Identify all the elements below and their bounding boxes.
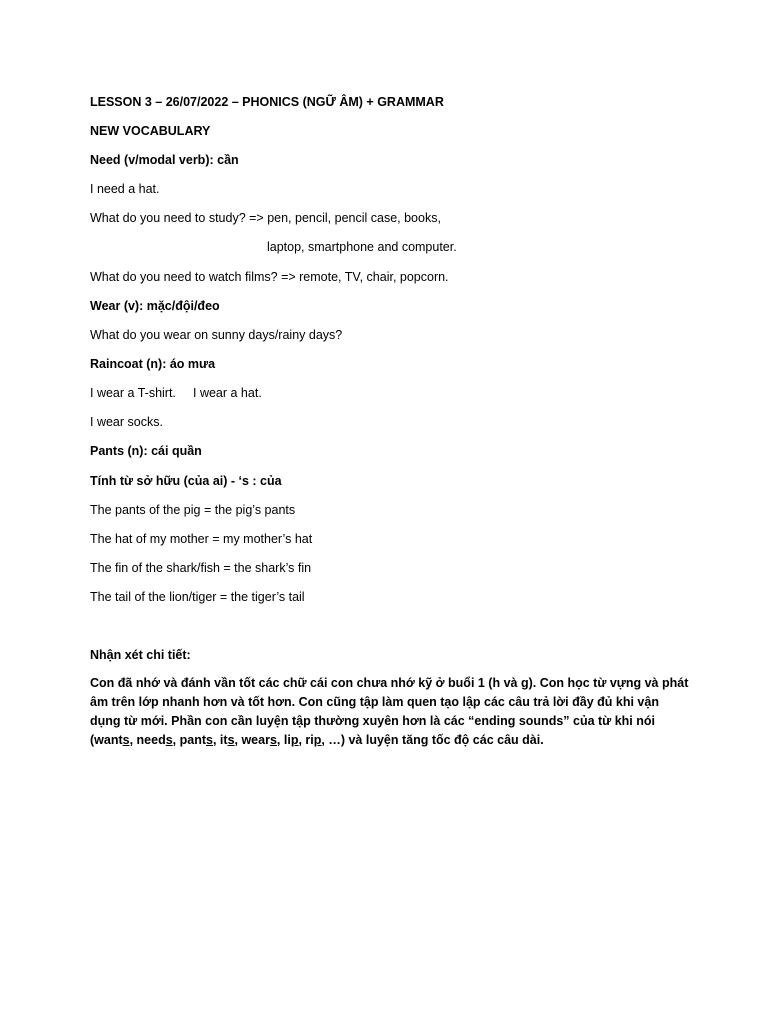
comments-text: , li bbox=[276, 733, 291, 747]
comments-heading: Nhận xét chi tiết: bbox=[90, 648, 191, 662]
ending-sound-underline: s bbox=[165, 733, 173, 747]
ending-sound-underline: s bbox=[122, 733, 130, 747]
possessive-example-pig: The pants of the pig = the pig’s pants bbox=[90, 503, 296, 517]
comments-paragraph bbox=[90, 674, 690, 750]
wear-example-hat: I wear a hat. bbox=[193, 386, 262, 400]
comments-text: , it bbox=[212, 733, 228, 747]
possessive-example-mother: The hat of my mother = my mother’s hat bbox=[90, 532, 313, 546]
possessive-example-shark: The fin of the shark/fish = the shark’s fin bbox=[90, 561, 312, 575]
comments-text: , ri bbox=[298, 733, 314, 747]
possessive-definition: Tính từ sở hữu (của ai) - ‘s : của bbox=[90, 474, 282, 488]
ending-sound-underline: s bbox=[227, 733, 235, 747]
need-question-study: What do you need to study? => pen, pencil, pencil case, books, bbox=[90, 211, 441, 225]
comments-text: , need bbox=[129, 733, 166, 747]
new-vocabulary-heading: NEW VOCABULARY bbox=[90, 124, 211, 138]
comments-text: , pant bbox=[172, 733, 207, 747]
ending-sound-underline: s bbox=[269, 733, 277, 747]
need-question-study-continued: laptop, smartphone and computer. bbox=[267, 240, 457, 254]
need-question-films: What do you need to watch films? => remote, TV, chair, popcorn. bbox=[90, 270, 449, 284]
need-example: I need a hat. bbox=[90, 182, 160, 196]
wear-question: What do you wear on sunny days/rainy days? bbox=[90, 328, 343, 342]
comments-text: Con đã nhớ và đánh vần tốt các chữ cái con chưa nhớ kỹ ở buổi 1 (h và g). Con học từ vựng và phát âm trên lớp nhanh hơn và tốt hơn. Con cũng tập làm quen tạo lập các câu trả lời đầy đủ khi vận dụng từ mới. Phần con cần luyện tập thường xuyên hơn là các “ending sounds” của từ khi nói (want bbox=[90, 676, 689, 747]
comments-text: , wear bbox=[234, 733, 270, 747]
wear-example-socks: I wear socks. bbox=[90, 415, 163, 429]
possessive-example-tiger: The tail of the lion/tiger = the tiger’s tail bbox=[90, 590, 305, 604]
ending-sound-underline: p bbox=[313, 733, 322, 747]
lesson-title: LESSON 3 – 26/07/2022 – PHONICS (NGỮ ÂM) + GRAMMAR bbox=[90, 95, 444, 109]
wear-example-tshirt: I wear a T-shirt. bbox=[90, 386, 176, 400]
vocab-wear-definition: Wear (v): mặc/đội/đeo bbox=[90, 299, 220, 313]
ending-sound-underline: s bbox=[206, 733, 213, 747]
vocab-raincoat-definition: Raincoat (n): áo mưa bbox=[90, 357, 216, 371]
ending-sound-underline: p bbox=[290, 733, 299, 747]
vocab-need-definition: Need (v/modal verb): cần bbox=[90, 153, 239, 167]
comments-text: , …) và luyện tăng tốc độ các câu dài. bbox=[321, 733, 544, 747]
vocab-pants-definition: Pants (n): cái quần bbox=[90, 444, 202, 458]
